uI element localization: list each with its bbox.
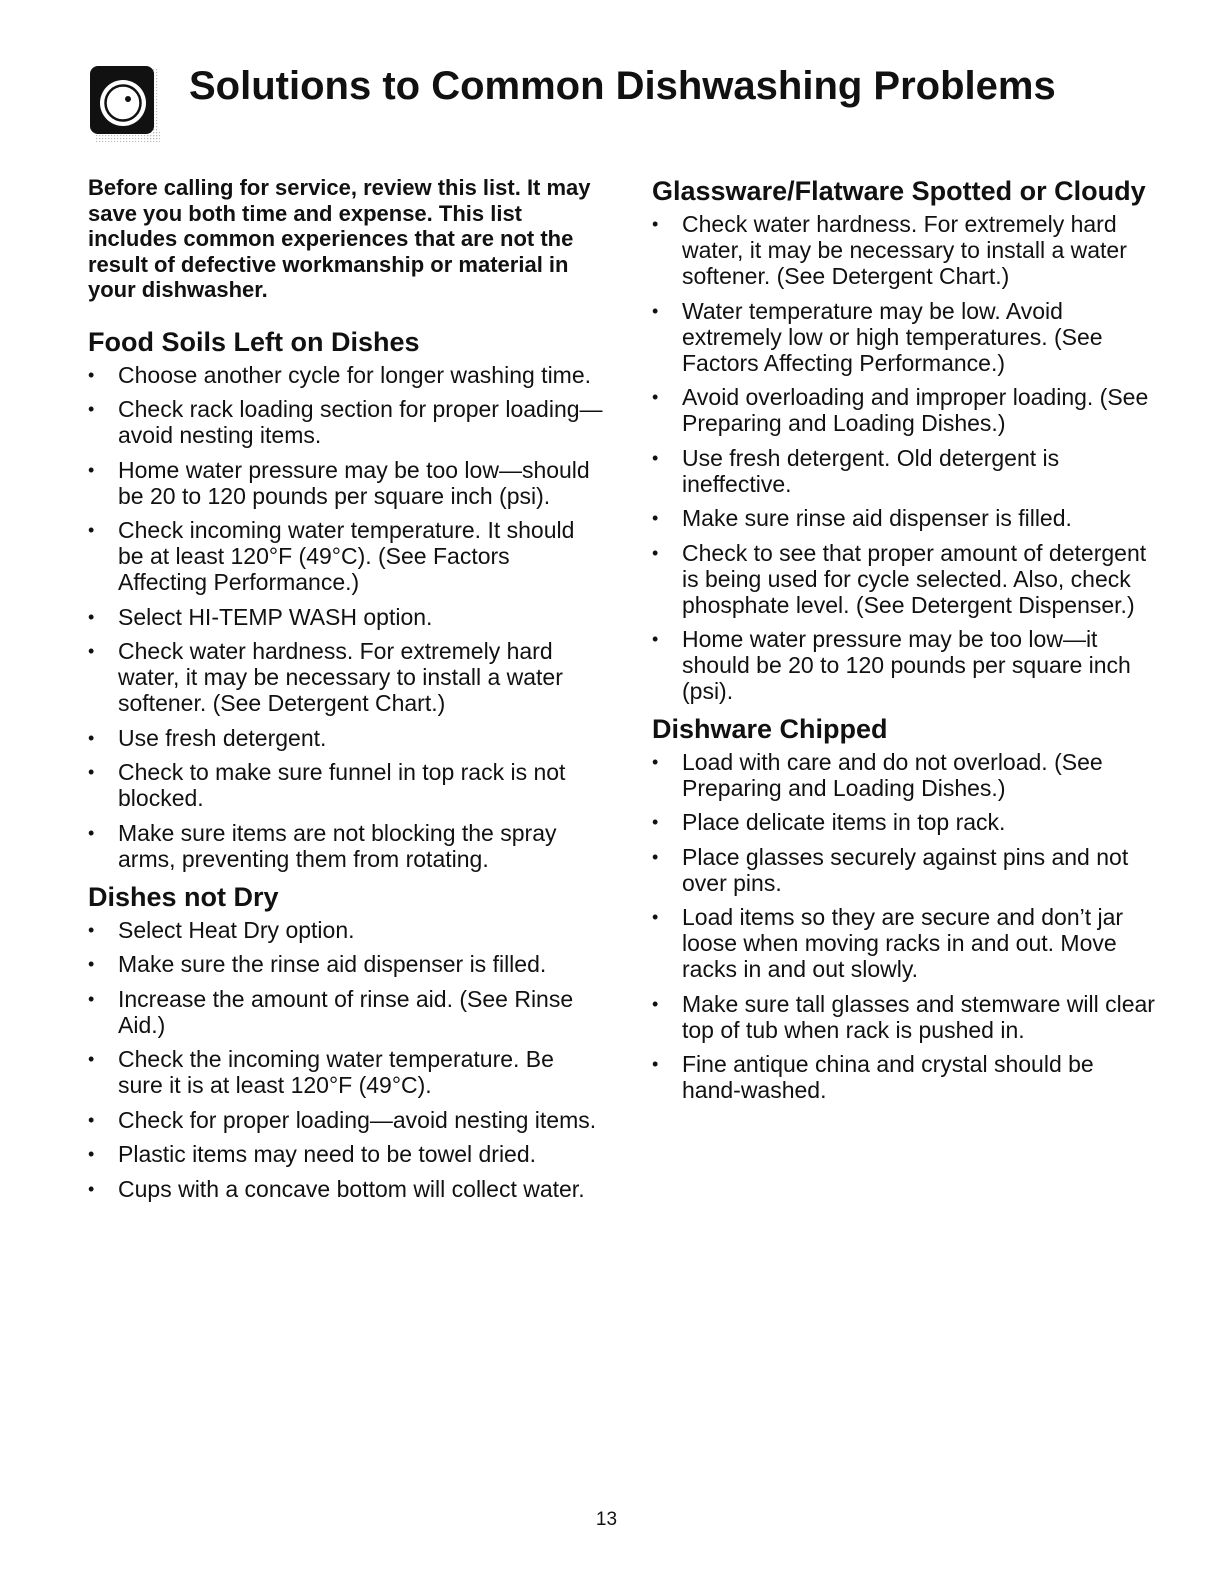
- list-item-text: Use fresh detergent.: [118, 724, 327, 751]
- dishware-chipped-list: [652, 749, 1157, 1104]
- list-item: [88, 517, 603, 595]
- list-item: [88, 1176, 603, 1202]
- bullet-point: •: [88, 1178, 95, 1199]
- list-item: [652, 298, 1157, 376]
- list-item-text: Select Heat Dry option.: [118, 916, 355, 943]
- list-item: [88, 759, 603, 811]
- bullet-point: •: [88, 520, 95, 540]
- list-item-text: Cups with a concave bottom will collect water.: [118, 1175, 585, 1202]
- dishes-not-dry-list: [88, 917, 603, 1202]
- dishware-chipped-heading: Dishware Chipped: [652, 713, 888, 744]
- bullet-point: •: [88, 762, 95, 782]
- list-item-text: Increase the amount of rinse aid. (See Rinse Aid.): [118, 985, 574, 1038]
- list-item: [88, 604, 603, 630]
- list-item: [88, 820, 603, 872]
- list-item: [88, 1107, 603, 1133]
- bullet-point: •: [88, 988, 95, 1009]
- list-item-text: Place glasses securely against pins and not over pins.: [682, 843, 1129, 896]
- right-column: [652, 175, 1157, 1112]
- bullet-point: •: [652, 629, 659, 649]
- bullet-point: •: [652, 812, 659, 832]
- list-item: [88, 638, 603, 716]
- bullet-point: •: [652, 214, 659, 234]
- list-item: [88, 986, 603, 1038]
- list-item-text: Avoid overloading and improper loading. (See Preparing and Loading Dishes.): [682, 384, 1149, 436]
- glassware-spotted-heading: Glassware/Flatware Spotted or Cloudy: [652, 176, 1146, 206]
- list-item-text: Use fresh detergent. Old detergent is ineffective.: [682, 444, 1060, 497]
- list-item-text: Check water hardness. For extremely hard water, it may be necessary to install a water softener. (See Detergent Chart.): [118, 638, 563, 716]
- bullet-point: •: [652, 542, 659, 563]
- list-item-text: Check rack loading section for proper loading—avoid nesting items.: [118, 396, 603, 448]
- bullet-point: •: [88, 399, 95, 419]
- list-item: [652, 505, 1157, 531]
- bullet-point: •: [88, 954, 95, 974]
- list-item: [652, 991, 1157, 1043]
- glassware-spotted-list: [652, 211, 1157, 704]
- list-item-text: Make sure items are not blocking the spray arms, preventing them from rotating.: [118, 819, 557, 872]
- list-item-text: Check to make sure funnel in top rack is not blocked.: [118, 759, 566, 811]
- bullet-point: •: [88, 606, 95, 627]
- bullet-point: •: [652, 447, 659, 468]
- bullet-point: •: [88, 1109, 95, 1130]
- left-column: [88, 175, 603, 1210]
- list-item: [652, 384, 1157, 436]
- list-item: [88, 362, 603, 388]
- bullet-point: •: [652, 387, 659, 407]
- list-item: [652, 211, 1157, 289]
- bullet-point: •: [88, 459, 95, 480]
- bullet-point: •: [88, 1144, 95, 1164]
- bullet-point: •: [88, 364, 95, 385]
- list-item: [88, 396, 603, 448]
- list-item-text: Load with care and do not overload. (See Preparing and Loading Dishes.): [682, 748, 1103, 801]
- list-item-text: Make sure rinse aid dispenser is filled.: [682, 505, 1072, 531]
- bullet-point: •: [652, 751, 659, 772]
- list-item: [652, 626, 1157, 704]
- bullet-point: •: [652, 907, 659, 927]
- dishes-not-dry-heading: Dishes not Dry: [88, 881, 279, 912]
- bullet-point: •: [652, 993, 659, 1014]
- list-item: [652, 904, 1157, 982]
- list-item: [652, 540, 1157, 618]
- list-item-text: Load items so they are secure and don’t jar loose when moving racks in and out. Move racks in and out slowly.: [682, 904, 1124, 982]
- list-item-text: Select HI-TEMP WASH option.: [118, 603, 433, 630]
- bullet-point: •: [88, 641, 95, 661]
- intro-paragraph: Before calling for service, review this list. It may save you both time and expense. This list includes common experiences that are not the result of defective workmanship or material in your dishwasher.: [88, 175, 591, 302]
- list-item-text: Check for proper loading—avoid nesting items.: [118, 1106, 597, 1133]
- page-number: 13: [595, 1509, 618, 1530]
- bullet-point: •: [88, 1049, 95, 1069]
- dishwasher-troubleshooting-icon: [90, 66, 160, 142]
- list-item: [652, 809, 1157, 835]
- list-item-text: Check incoming water temperature. It should be at least 120°F (49°C). (See Factors Affecting Performance.): [118, 517, 575, 595]
- list-item-text: Choose another cycle for longer washing time.: [118, 361, 592, 388]
- list-item: [88, 1046, 603, 1098]
- list-item-text: Make sure the rinse aid dispenser is filled.: [118, 951, 547, 977]
- list-item: [652, 1051, 1157, 1103]
- list-item-text: Check the incoming water temperature. Be sure it is at least 120°F (49°C).: [118, 1046, 554, 1098]
- list-item-text: Check water hardness. For extremely hard water, it may be necessary to install a water softener. (See Detergent Chart.): [682, 211, 1127, 289]
- bullet-point: •: [88, 727, 95, 748]
- bullet-point: •: [652, 300, 659, 321]
- list-item-text: Make sure tall glasses and stemware will clear top of tub when rack is pushed in.: [682, 990, 1155, 1043]
- bullet-point: •: [652, 846, 659, 867]
- list-item-text: Check to see that proper amount of detergent is being used for cycle selected. Also, check phosphate level. (See Detergent Dispenser.): [682, 539, 1147, 618]
- bullet-point: •: [652, 1054, 659, 1074]
- list-item: [88, 1141, 603, 1167]
- list-item-text: Plastic items may need to be towel dried.: [118, 1141, 537, 1167]
- list-item: [652, 844, 1157, 896]
- page-title: Solutions to Common Dishwashing Problems: [189, 64, 1056, 108]
- list-item-text: Home water pressure may be too low—should be 20 to 120 pounds per square inch (psi).: [118, 456, 590, 509]
- list-item-text: Home water pressure may be too low—it should be 20 to 120 pounds per square inch (psi).: [682, 626, 1131, 704]
- list-item: [88, 725, 603, 751]
- food-soils-list: [88, 362, 603, 872]
- list-item: [88, 917, 603, 943]
- list-item: [88, 457, 603, 509]
- bullet-point: •: [652, 508, 659, 528]
- list-item-text: Water temperature may be low. Avoid extremely low or high temperatures. (See Factors Affecting Performance.): [682, 297, 1103, 376]
- list-item: [652, 749, 1157, 801]
- food-soils-heading: Food Soils Left on Dishes: [88, 326, 420, 357]
- list-item: [88, 951, 603, 977]
- list-item-text: Fine antique china and crystal should be hand-washed.: [682, 1051, 1094, 1103]
- bullet-point: •: [88, 822, 95, 843]
- bullet-point: •: [88, 919, 95, 940]
- list-item: [652, 445, 1157, 497]
- list-item-text: Place delicate items in top rack.: [682, 809, 1006, 835]
